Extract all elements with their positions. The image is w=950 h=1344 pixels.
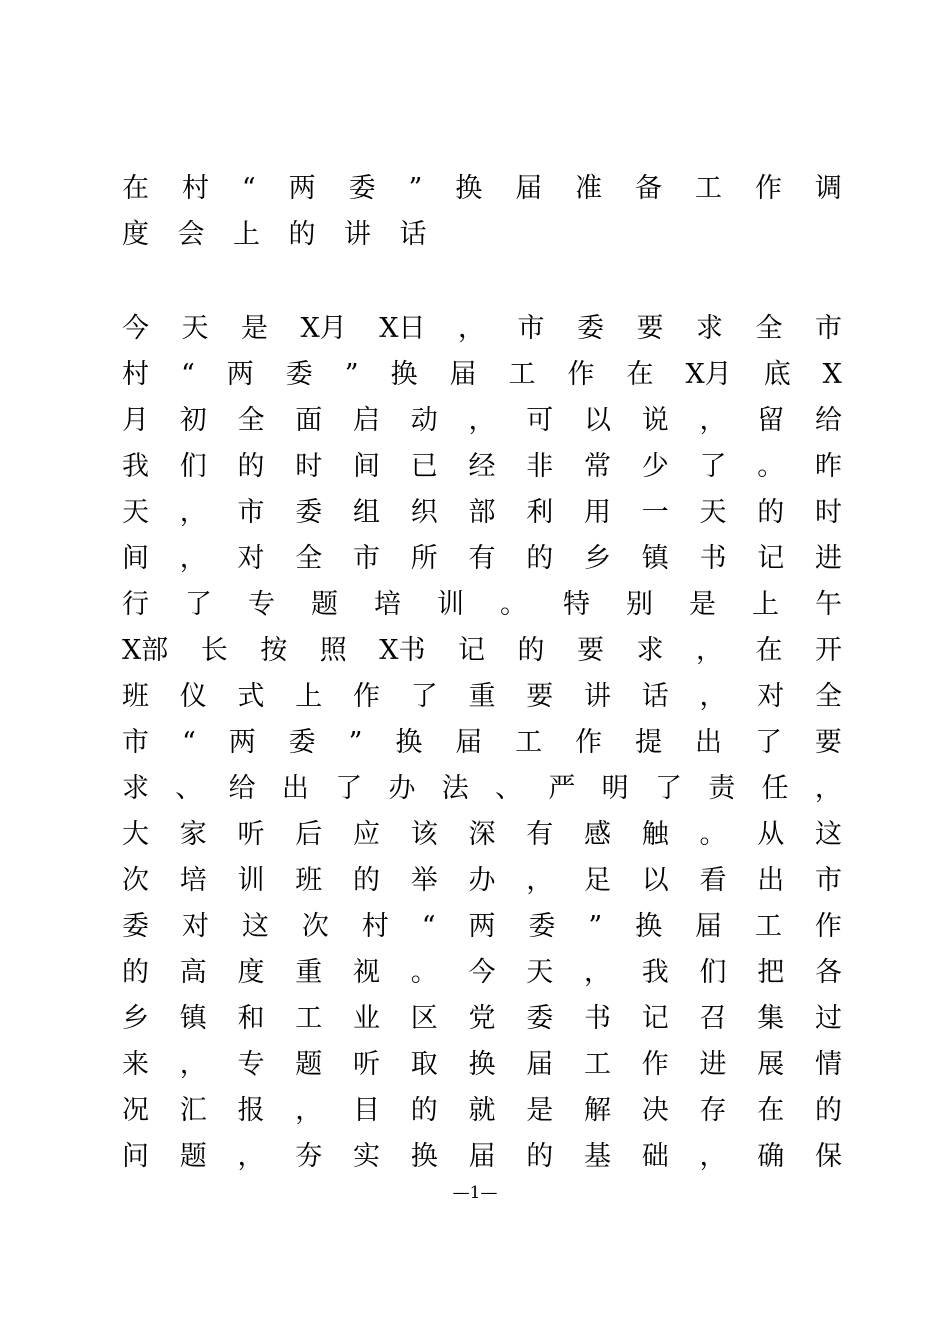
text-glyph: ， (468, 405, 496, 436)
text-glyph: 作 (814, 911, 842, 942)
text-glyph: 重 (295, 957, 323, 988)
text-glyph: 委 (122, 911, 149, 942)
text-glyph: 有 (526, 819, 554, 850)
text-glyph: 作 (567, 359, 595, 390)
text-glyph: ， (179, 1049, 207, 1080)
text-glyph: 书 (699, 543, 727, 574)
text-glyph: 是 (241, 313, 268, 344)
text-glyph: 基 (584, 1141, 611, 1172)
text-glyph: 全 (815, 681, 842, 712)
text-glyph: 两 (228, 727, 256, 758)
text-glyph: 底 (763, 359, 791, 390)
text-glyph: 书 (584, 1003, 611, 1034)
text-glyph: 午 (815, 589, 842, 620)
text-glyph: 业 (353, 1003, 380, 1034)
text-glyph: 专 (248, 589, 275, 620)
text-glyph: 们 (699, 957, 727, 988)
text-glyph: 的 (353, 865, 380, 896)
text-glyph: 度 (237, 957, 265, 988)
text-glyph: 办 (388, 773, 416, 804)
body-line (122, 720, 842, 766)
text-glyph: 天 (699, 497, 727, 528)
text-glyph: 用 (584, 497, 611, 528)
text-glyph: X月 (300, 313, 347, 344)
text-glyph: 就 (468, 1095, 496, 1126)
title-line-1 (122, 166, 842, 212)
text-glyph: 题 (179, 1141, 207, 1172)
text-glyph: 两 (468, 911, 496, 942)
text-glyph: 求 (636, 635, 664, 666)
text-glyph: 展 (757, 1049, 785, 1080)
text-glyph: 委 (348, 173, 376, 204)
text-glyph: 应 (353, 819, 380, 850)
text-glyph: 、 (495, 773, 523, 804)
text-glyph: 委 (528, 911, 556, 942)
text-glyph: 给 (815, 405, 842, 436)
text-glyph: 讲 (584, 681, 611, 712)
text-glyph: 题 (311, 589, 338, 620)
text-glyph: 目 (353, 1095, 380, 1126)
text-glyph: 们 (179, 451, 207, 482)
text-glyph: 办 (468, 865, 496, 896)
text-glyph: 求 (122, 773, 149, 804)
text-glyph: 明 (601, 773, 629, 804)
text-glyph: 月 (122, 405, 149, 436)
text-glyph: 在 (626, 359, 654, 390)
text-glyph: 区 (410, 1003, 438, 1034)
text-glyph: “ (241, 173, 256, 204)
text-glyph: 班 (295, 865, 323, 896)
text-glyph: 时 (295, 451, 323, 482)
text-glyph: 按 (260, 635, 288, 666)
text-glyph: 的 (237, 451, 265, 482)
text-glyph: ， (699, 1141, 727, 1172)
text-glyph: 从 (757, 819, 785, 850)
text-glyph: 面 (295, 405, 323, 436)
body-line (122, 628, 842, 674)
body-line (122, 766, 842, 812)
text-glyph: 训 (237, 865, 265, 896)
text-glyph: 届 (515, 173, 543, 204)
text-glyph: 法 (441, 773, 469, 804)
text-glyph: 留 (757, 405, 785, 436)
text-glyph: 乡 (122, 1003, 149, 1034)
text-glyph: 作 (641, 1049, 669, 1080)
text-glyph: 大 (122, 819, 149, 850)
text-glyph: 作 (754, 173, 782, 204)
text-glyph: 所 (410, 543, 438, 574)
text-glyph: 乡 (584, 543, 611, 574)
text-glyph: 这 (241, 911, 269, 942)
text-glyph: 间 (353, 451, 380, 482)
text-glyph: 天 (526, 957, 554, 988)
text-glyph: 两 (288, 173, 316, 204)
text-glyph: 作 (575, 727, 603, 758)
text-glyph: 上 (233, 219, 260, 250)
text-glyph: 开 (814, 635, 842, 666)
text-glyph: 有 (468, 543, 496, 574)
body-line (122, 1042, 842, 1088)
text-glyph: 了 (699, 451, 727, 482)
body-line (122, 444, 842, 490)
text-glyph: 保 (815, 1141, 842, 1172)
text-glyph: 了 (185, 589, 212, 620)
text-glyph: 和 (237, 1003, 265, 1034)
text-glyph: 时 (815, 497, 842, 528)
text-glyph: 严 (548, 773, 576, 804)
text-glyph: X书 (379, 635, 426, 666)
text-glyph: 、 (175, 773, 203, 804)
text-glyph: 调 (814, 173, 842, 204)
text-glyph: 是 (689, 589, 716, 620)
body-line (122, 812, 842, 858)
body-line (122, 858, 842, 904)
text-glyph: ， (584, 957, 611, 988)
body-line (122, 306, 842, 352)
text-glyph: ， (814, 773, 842, 804)
text-glyph: 任 (761, 773, 789, 804)
text-glyph: 换 (395, 727, 423, 758)
body-line (122, 904, 842, 950)
text-glyph: 讲 (344, 219, 371, 250)
text-glyph: ” (588, 911, 603, 942)
text-glyph: 一 (641, 497, 669, 528)
text-glyph: 决 (641, 1095, 669, 1126)
body-line (122, 996, 842, 1042)
document-body (122, 306, 842, 1180)
text-glyph: 听 (353, 1049, 380, 1080)
body-line (122, 490, 842, 536)
text-glyph: 届 (695, 911, 722, 942)
text-glyph: 的 (517, 635, 545, 666)
text-glyph: ， (699, 405, 727, 436)
text-glyph: 高 (179, 957, 207, 988)
body-line (122, 674, 842, 720)
text-glyph: 看 (699, 865, 727, 896)
text-glyph: 报 (237, 1095, 265, 1126)
text-glyph: 。 (699, 819, 727, 850)
text-glyph: 的 (410, 1095, 438, 1126)
text-glyph: 市 (237, 497, 265, 528)
text-glyph: 家 (179, 819, 207, 850)
text-glyph: 在 (755, 635, 783, 666)
text-glyph: 给 (228, 773, 256, 804)
text-glyph: ， (237, 1141, 265, 1172)
text-glyph: 的 (122, 957, 149, 988)
text-glyph: 出 (757, 865, 785, 896)
text-glyph: 工 (295, 1003, 323, 1034)
text-glyph: 别 (626, 589, 653, 620)
text-glyph: 情 (815, 1049, 842, 1080)
text-glyph: 市 (122, 727, 149, 758)
text-glyph: 存 (699, 1095, 727, 1126)
text-glyph: ” (408, 173, 423, 204)
text-glyph: 工 (695, 173, 722, 204)
text-glyph: 特 (563, 589, 590, 620)
text-glyph: 常 (584, 451, 611, 482)
text-glyph: 的 (526, 543, 554, 574)
text-glyph: 确 (757, 1141, 785, 1172)
text-glyph: 间 (122, 543, 149, 574)
text-glyph: 汇 (179, 1095, 207, 1126)
text-glyph: 这 (815, 819, 842, 850)
text-glyph: 昨 (815, 451, 842, 482)
text-glyph: 记 (757, 543, 785, 574)
text-glyph: “ (421, 911, 436, 942)
text-glyph: 照 (319, 635, 347, 666)
text-glyph: 解 (584, 1095, 611, 1126)
text-glyph: 市 (814, 313, 842, 344)
text-glyph: 视 (353, 957, 380, 988)
body-line (122, 536, 842, 582)
text-glyph: 我 (641, 957, 669, 988)
text-glyph: ， (179, 543, 207, 574)
text-glyph: 市 (517, 313, 545, 344)
text-glyph: 。 (500, 589, 527, 620)
text-glyph: 召 (699, 1003, 727, 1034)
text-glyph: 重 (468, 681, 496, 712)
text-glyph: 准 (575, 173, 603, 204)
text-glyph: 把 (757, 957, 785, 988)
text-glyph: 作 (353, 681, 380, 712)
text-glyph: 届 (526, 1049, 554, 1080)
text-glyph: X日 (379, 313, 426, 344)
text-glyph: X月 (685, 359, 732, 390)
text-glyph: 提 (635, 727, 663, 758)
text-glyph: 上 (295, 681, 323, 712)
text-glyph: 取 (410, 1049, 438, 1080)
text-glyph: 换 (635, 911, 663, 942)
text-glyph: 换 (390, 359, 418, 390)
text-glyph: 了 (410, 681, 438, 712)
text-glyph: 题 (295, 1049, 323, 1080)
text-glyph: 天 (122, 497, 149, 528)
text-glyph: 工 (584, 1049, 611, 1080)
text-glyph: 工 (754, 911, 782, 942)
text-glyph: 长 (200, 635, 228, 666)
text-glyph: 度 (122, 219, 149, 250)
text-glyph: 出 (281, 773, 309, 804)
text-glyph: 会 (177, 219, 205, 250)
text-glyph: 启 (353, 405, 380, 436)
text-glyph: 届 (468, 1141, 496, 1172)
text-glyph: 进 (699, 1049, 727, 1080)
text-glyph: 责 (708, 773, 736, 804)
text-glyph: 全 (295, 543, 323, 574)
text-glyph: 镇 (179, 1003, 207, 1034)
text-glyph: 记 (457, 635, 485, 666)
body-line (122, 1088, 842, 1134)
text-glyph: ， (526, 865, 554, 896)
text-glyph: 的 (288, 219, 316, 250)
text-glyph: 初 (179, 405, 207, 436)
text-glyph: 届 (455, 727, 483, 758)
text-glyph: 培 (374, 589, 401, 620)
text-glyph: 后 (295, 819, 323, 850)
text-glyph: 次 (122, 865, 149, 896)
body-line (122, 582, 842, 628)
text-glyph: 深 (468, 819, 496, 850)
text-glyph: 是 (526, 1095, 554, 1126)
text-glyph: 对 (237, 543, 265, 574)
text-glyph: 实 (353, 1141, 380, 1172)
text-glyph: 动 (410, 405, 438, 436)
text-glyph: 的 (815, 1095, 842, 1126)
text-glyph: 要 (576, 635, 604, 666)
text-glyph: 村 (181, 173, 209, 204)
text-glyph: 组 (353, 497, 380, 528)
text-glyph: 求 (695, 313, 723, 344)
text-glyph: 委 (288, 727, 316, 758)
text-glyph: 来 (122, 1049, 149, 1080)
text-glyph: 专 (237, 1049, 265, 1080)
text-glyph: 织 (410, 497, 438, 528)
text-glyph: 以 (641, 865, 669, 896)
text-glyph: 培 (179, 865, 207, 896)
text-glyph: 换 (455, 173, 483, 204)
text-glyph: 各 (815, 957, 842, 988)
text-glyph: 说 (641, 405, 669, 436)
text-glyph: 村 (122, 359, 149, 390)
text-glyph: 过 (815, 1003, 842, 1034)
text-glyph: 话 (399, 219, 427, 250)
text-glyph: 经 (468, 451, 496, 482)
text-glyph: 集 (757, 1003, 785, 1034)
text-glyph: 的 (526, 1141, 554, 1172)
text-glyph: 了 (654, 773, 682, 804)
text-glyph: 话 (641, 681, 669, 712)
text-glyph: 在 (757, 1095, 785, 1126)
text-glyph: 对 (181, 911, 209, 942)
text-glyph: 班 (122, 681, 149, 712)
text-glyph: 。 (410, 957, 438, 988)
text-glyph: 全 (237, 405, 265, 436)
text-glyph: 的 (757, 497, 785, 528)
text-glyph: 夯 (295, 1141, 323, 1172)
text-glyph: 可 (526, 405, 554, 436)
body-line (122, 352, 842, 398)
text-glyph: “ (180, 359, 195, 390)
text-glyph: 镇 (641, 543, 669, 574)
text-glyph: 委 (526, 1003, 554, 1034)
text-glyph: 已 (410, 451, 438, 482)
text-glyph: 届 (449, 359, 477, 390)
text-glyph: 要 (526, 681, 554, 712)
text-glyph: 市 (353, 543, 380, 574)
text-glyph: 。 (757, 451, 785, 482)
text-glyph: 今 (468, 957, 496, 988)
text-glyph: 出 (695, 727, 722, 758)
text-glyph: 足 (584, 865, 611, 896)
text-glyph: 在 (122, 173, 149, 204)
title-line-2 (122, 212, 842, 258)
document-title (122, 166, 842, 258)
body-line (122, 950, 842, 996)
text-glyph: 上 (752, 589, 779, 620)
text-glyph: 利 (526, 497, 554, 528)
text-glyph: X部 (122, 635, 169, 666)
text-glyph: 委 (285, 359, 313, 390)
text-glyph: 要 (636, 313, 664, 344)
text-glyph: “ (181, 727, 196, 758)
text-glyph: 次 (301, 911, 329, 942)
text-glyph: 该 (410, 819, 438, 850)
text-glyph: ， (295, 1095, 323, 1126)
text-glyph: 训 (437, 589, 464, 620)
text-glyph: 两 (226, 359, 254, 390)
text-glyph: 我 (122, 451, 149, 482)
text-glyph: 式 (237, 681, 265, 712)
text-glyph: 部 (468, 497, 496, 528)
text-glyph: 天 (181, 313, 209, 344)
text-glyph: 础 (641, 1141, 669, 1172)
text-glyph: 以 (584, 405, 611, 436)
text-glyph: 了 (754, 727, 782, 758)
text-glyph: 感 (584, 819, 611, 850)
text-glyph: 今 (122, 313, 149, 344)
text-glyph: 况 (122, 1095, 149, 1126)
text-glyph: ， (457, 313, 485, 344)
text-glyph: ” (348, 727, 363, 758)
text-glyph: 党 (468, 1003, 496, 1034)
body-line (122, 1134, 842, 1180)
text-glyph: 了 (335, 773, 363, 804)
text-glyph: X (822, 359, 842, 390)
text-glyph: 工 (515, 727, 543, 758)
text-glyph: 行 (122, 589, 149, 620)
text-glyph: ” (344, 359, 359, 390)
text-glyph: ， (179, 497, 207, 528)
text-glyph: 非 (526, 451, 554, 482)
text-glyph: ， (699, 681, 727, 712)
text-glyph: 记 (641, 1003, 669, 1034)
text-glyph: 村 (361, 911, 389, 942)
text-glyph: 听 (237, 819, 265, 850)
text-glyph: 问 (122, 1141, 149, 1172)
text-glyph: 仪 (179, 681, 207, 712)
text-glyph: 换 (468, 1049, 496, 1080)
text-glyph: 委 (576, 313, 604, 344)
text-glyph: 对 (757, 681, 785, 712)
text-glyph: ， (695, 635, 723, 666)
text-glyph: 进 (815, 543, 842, 574)
text-glyph: 备 (635, 173, 663, 204)
text-glyph: 要 (814, 727, 842, 758)
text-glyph: 少 (641, 451, 669, 482)
text-glyph: 全 (755, 313, 783, 344)
text-glyph: 工 (508, 359, 536, 390)
text-glyph: 触 (641, 819, 669, 850)
page-number: —1— (452, 1183, 498, 1203)
body-line (122, 398, 842, 444)
text-glyph: 委 (295, 497, 323, 528)
text-glyph: 换 (410, 1141, 438, 1172)
text-glyph: 市 (815, 865, 842, 896)
text-glyph: 举 (410, 865, 438, 896)
